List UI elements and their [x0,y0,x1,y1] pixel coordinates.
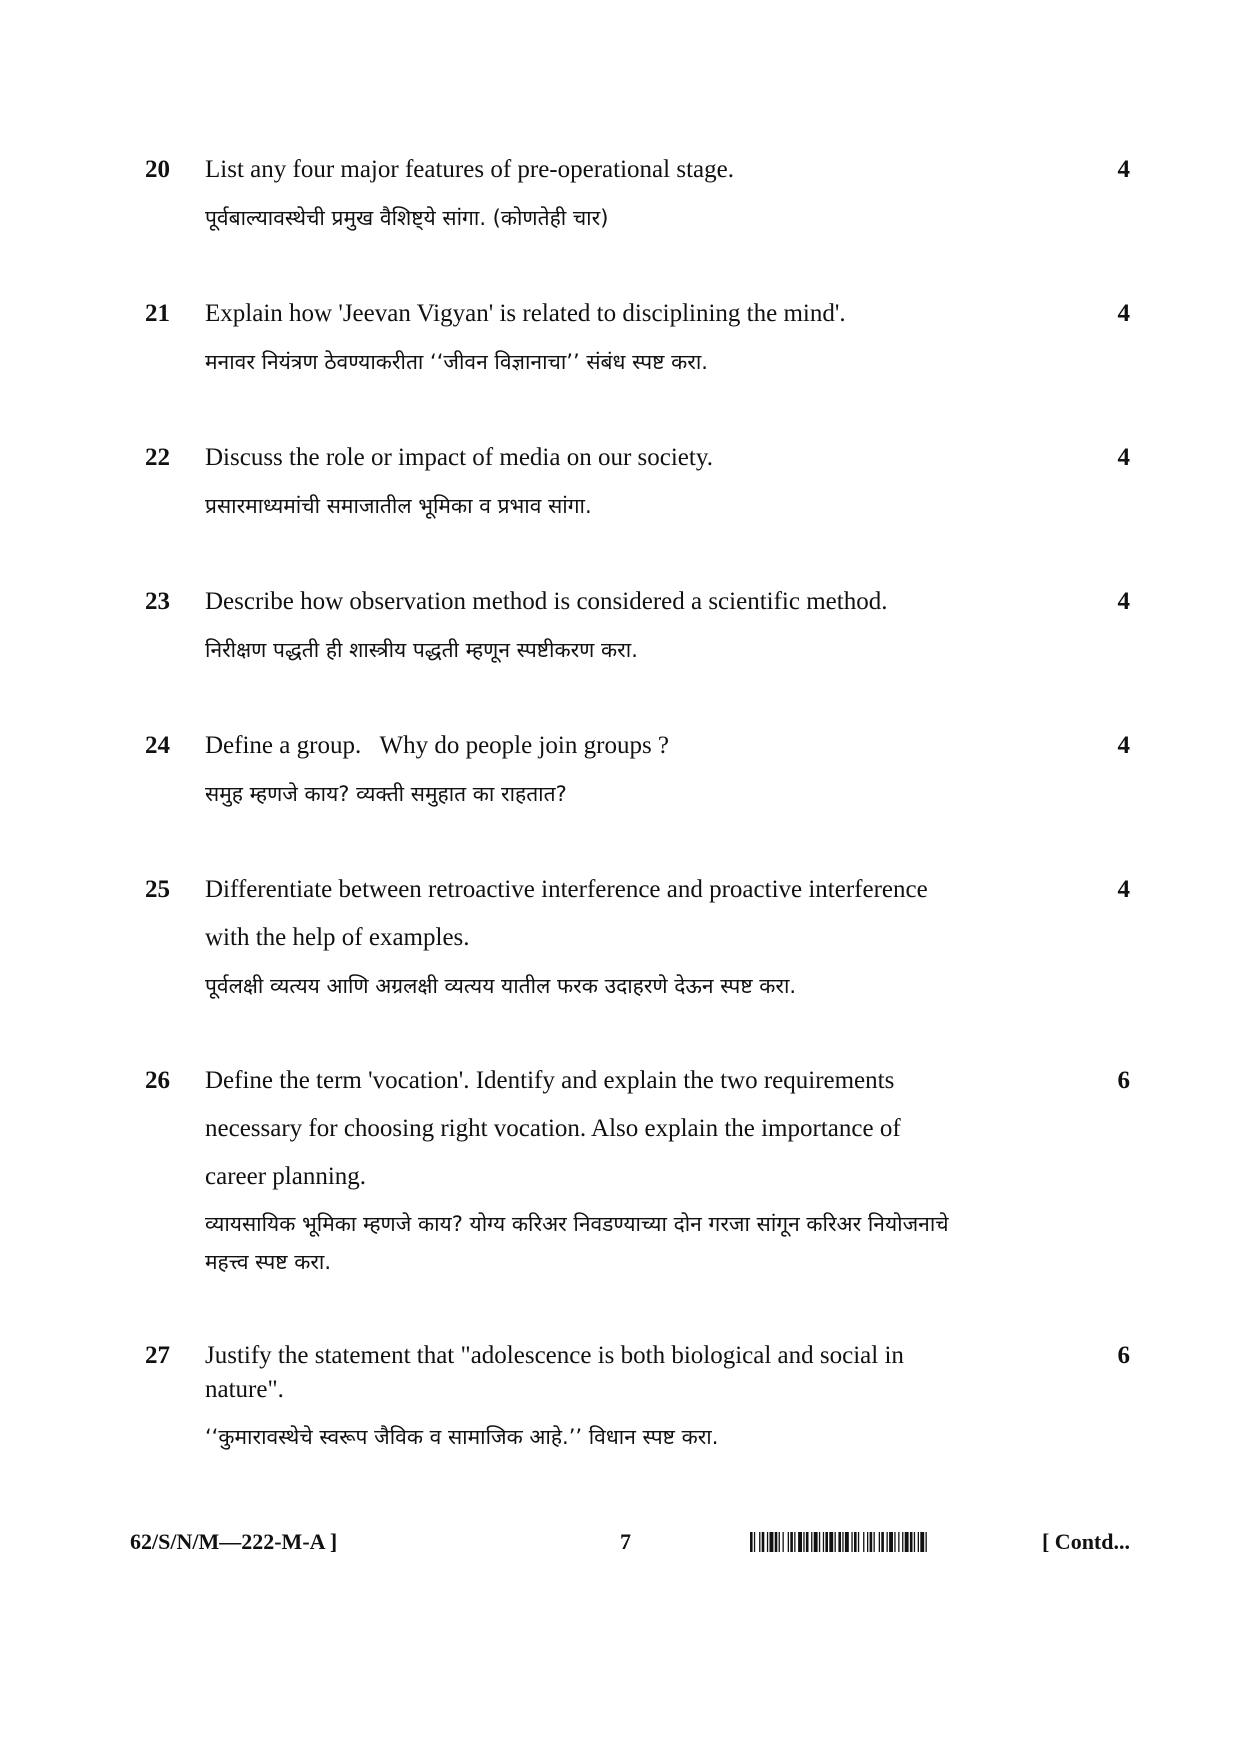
question-number: 22 [145,444,170,471]
question-marks: 4 [1117,444,1130,471]
barcode-bar [926,1532,927,1552]
barcode-bar [775,1532,778,1552]
question-text-english-line-2: necessary for choosing right vocation. Also explain the importance of [205,1115,901,1142]
barcode-bar [750,1532,753,1552]
question-text-marathi: निरीक्षण पद्धती ही शास्त्रीय पद्धती म्हणून स्पष्टीकरण करा. [205,638,638,662]
question-marks: 6 [1117,1067,1130,1094]
barcode-bar [858,1532,859,1552]
question-23 [145,578,1130,670]
barcode-bar [889,1532,893,1552]
question-text-english-line-1: Justify the statement that "adolescence is both biological and social in [205,1342,904,1369]
question-text-marathi: पूर्वलक्षी व्यत्यय आणि अग्रलक्षी व्यत्यय यातील फरक उदाहरणे देऊन स्पष्ट करा. [205,974,797,998]
barcode-bar [823,1532,824,1552]
barcode-bar [918,1532,919,1552]
barcode-bar [854,1532,857,1552]
question-text-english-line-3: career planning. [205,1163,367,1190]
question-marks: 4 [1117,732,1130,759]
question-text-english-line-2: nature". [205,1376,284,1403]
question-number: 25 [145,876,170,903]
question-number: 27 [145,1342,170,1369]
barcode-bar [902,1532,903,1552]
barcode-bar [842,1532,843,1552]
question-text-marathi: समुह म्हणजे काय? व्यक्ती समुहात का राहतात? [205,782,567,806]
barcode-bar [811,1532,812,1552]
barcode-bar [790,1532,793,1552]
barcode-bar [767,1532,768,1552]
question-22 [145,434,1130,526]
barcode-bar [894,1532,895,1552]
barcode-bar [825,1532,828,1552]
page-footer [130,1522,1130,1562]
barcode-bar [870,1532,873,1552]
question-text-english-line-1: Define the term 'vocation'. Identify and explain the two requirements [205,1067,895,1094]
barcode-bar [838,1532,841,1552]
question-marks: 4 [1117,588,1130,615]
barcode-bar [788,1532,789,1552]
barcode-bar [920,1532,924,1552]
barcode-bar [814,1532,818,1552]
barcode-icon [750,1532,990,1552]
question-27 [145,1332,1130,1457]
question-26 [145,1057,1130,1281]
barcode-bar [845,1532,849,1552]
continued-label: [ Contd... [1041,1529,1130,1554]
question-number: 24 [145,732,170,759]
barcode-bar [798,1532,802,1552]
question-text-marathi: पूर्वबाल्यावस्थेची प्रमुख वैशिष्ट्ये सांगा. (कोणतेही चार) [205,206,609,230]
question-24 [145,722,1130,814]
barcode-bar [898,1532,899,1552]
barcode-bar [754,1532,755,1552]
barcode-bar [914,1532,915,1552]
question-text-english-line-1: Differentiate between retroactive interference and proactive interference [205,876,928,903]
question-text-marathi: ‘‘कुमारावस्थेचे स्वरूप जैविक व सामाजिक आहे.’’ विधान स्पष्ट करा. [205,1425,719,1449]
question-marks: 4 [1117,876,1130,903]
question-21 [145,290,1130,382]
question-25 [145,866,1130,1006]
question-text-marathi: मनावर नियंत्रण ठेवण्याकरीता ‘‘जीवन विज्ञानाचा’’ संबंध स्पष्ट करा. [205,350,708,374]
question-marks: 4 [1117,300,1130,327]
barcode-bar [910,1532,913,1552]
paper-code: 62/S/N/M—222-M-A ] [130,1529,338,1554]
barcode-bar [829,1532,833,1552]
barcode-bar [783,1532,784,1552]
barcode-bar [879,1532,880,1552]
question-text-english: Explain how 'Jeevan Vigyan' is related to disciplining the mind'. [205,300,846,327]
question-number: 20 [145,156,170,183]
barcode-bar [779,1532,780,1552]
question-text-marathi-line-1: व्यायसायिक भूमिका म्हणजे काय? योग्य करिअर निवडण्याच्या दोन गरजा सांगून करिअर नियोजनाचे [205,1212,949,1236]
barcode-bar [905,1532,909,1552]
barcode-bar [887,1532,888,1552]
barcode-bar [794,1532,795,1552]
question-text-english: Discuss the role or impact of media on our society. [205,444,713,471]
question-number: 21 [145,300,170,327]
question-text-english-line-2: with the help of examples. [205,924,470,951]
question-number: 26 [145,1067,170,1094]
barcode-bar [851,1532,852,1552]
question-20 [145,146,1130,238]
question-text-english: Define a group. Why do people join groups ? [205,732,670,759]
barcode-bar [863,1532,864,1552]
barcode-bar [835,1532,836,1552]
barcode-bar [881,1532,884,1552]
question-text-marathi: प्रसारमाध्यमांची समाजातील भूमिका व प्रभाव सांगा. [205,494,592,518]
barcode-bar [759,1532,760,1552]
question-text-english: Describe how observation method is considered a scientific method. [205,588,888,615]
barcode-bar [874,1532,875,1552]
barcode-bar [819,1532,820,1552]
page-number: 7 [620,1529,631,1554]
barcode-bar [806,1532,809,1552]
barcode-bar [770,1532,774,1552]
question-marks: 4 [1117,156,1130,183]
barcode-bar [803,1532,804,1552]
question-marks: 6 [1117,1342,1130,1369]
barcode-bar [867,1532,868,1552]
question-text-english: List any four major features of pre-operational stage. [205,156,734,183]
question-number: 23 [145,588,170,615]
barcode-bar [762,1532,765,1552]
question-text-marathi-line-2: महत्त्व स्पष्ट करा. [205,1250,332,1274]
